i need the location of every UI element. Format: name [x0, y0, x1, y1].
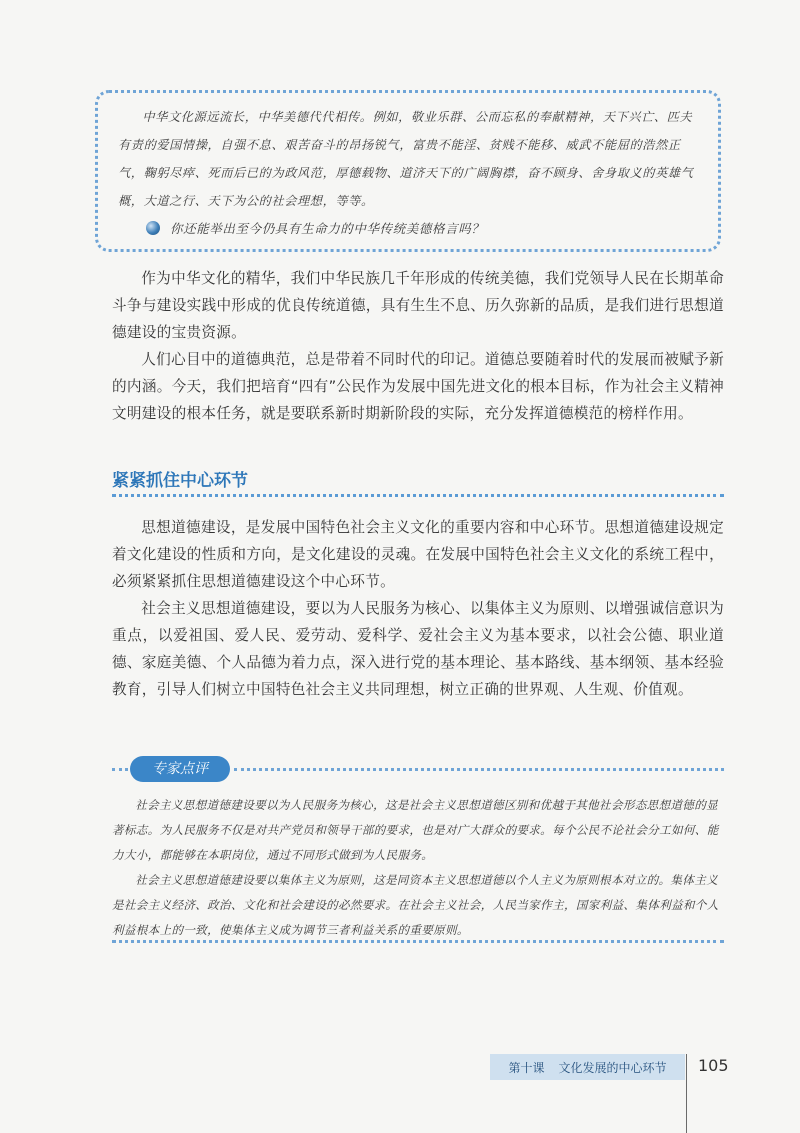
intro-text: 中华文化源远流长，中华美德代代相传。例如，敬业乐群、公而忘私的奉献精神，天下兴亡、匹夫有责的爱国情操，自强不息、艰苦奋斗的昂扬锐气，富贵不能淫、贫贱不能移、威武不能屈的浩然正气，鞠躬尽瘁、死而后已的为政风范，厚德载物、道济天下的广阔胸襟，奋不顾身、舍身取义的英雄气概，大道之行、天下为公的社会理想，等等。 [118, 110, 694, 208]
intro-box [95, 90, 721, 252]
footer-lesson: 第十课 [508, 1060, 545, 1075]
expert-paragraph-2: 社会主义思想道德建设要以集体主义为原则，这是同资本主义思想道德以个人主义为原则根本对立的。集体主义是社会主义经济、政治、文化和社会建设的必然要求。在社会主义社会，人民当家作主，国家利益、集体利益和个人利益根本上的一致，使集体主义成为调节三者利益关系的重要原则。 [112, 873, 719, 937]
question-row [118, 219, 702, 237]
body-paragraph-2: 人们心目中的道德典范，总是带着不同时代的印记。道德总要随着时代的发展而被赋予新的内涵。今天，我们把培育“四有”公民作为发展中国先进文化的根本目标，作为社会主义精神文明建设的根本任务，就是要联系新时期新阶段的实际，充分发挥道德模范的榜样作用。 [112, 351, 724, 422]
page-number: 105 [698, 1056, 729, 1075]
section-title: 紧紧抓住中心环节 [112, 471, 248, 491]
footer-vertical-rule [686, 1054, 687, 1133]
section-divider [112, 494, 724, 497]
expert-divider-right [234, 768, 724, 771]
section-paragraph-1: 思想道德建设，是发展中国特色社会主义文化的重要内容和中心环节。思想道德建设规定着文化建设的性质和方向，是文化建设的灵魂。在发展中国特色社会主义文化的系统工程中，必须紧紧抓住思想道德建设这个中心环节。 [112, 519, 724, 590]
question-text: 你还能举出至今仍具有生命力的中华传统美德格言吗？ [170, 221, 485, 236]
section-paragraph-2: 社会主义思想道德建设，要以为人民服务为核心、以集体主义为原则、以增强诚信意识为重点，以爱祖国、爱人民、爱劳动、爱科学、爱社会主义为基本要求，以社会公德、职业道德、家庭美德、个人品德为着力点，深入进行党的基本理论、基本路线、基本纲领、基本经验教育，引导人们树立中国特色社会主义共同理想，树立正确的世界观、人生观、价值观。 [112, 600, 724, 698]
expert-paragraph-1: 社会主义思想道德建设要以为人民服务为核心，这是社会主义思想道德区别和优越于其他社会形态思想道德的显著标志。为人民服务不仅是对共产党员和领导干部的要求，也是对广大群众的要求。每个公民不论社会分工如何、能力大小，都能够在本职岗位，通过不同形式做到为人民服务。 [112, 798, 719, 862]
footer-lesson-title: 文化发展的中心环节 [558, 1060, 667, 1075]
expert-divider-left [112, 768, 128, 771]
body-paragraph-1: 作为中华文化的精华，我们中华民族几千年形成的传统美德，我们党领导人民在长期革命斗争与建设实践中形成的优良传统道德，具有生生不息、历久弥新的品质，是我们进行思想道德建设的宝贵资源。 [112, 270, 724, 341]
footer-lesson-bar [490, 1054, 685, 1080]
expert-badge: 专家点评 [130, 756, 230, 782]
blue-sphere-icon [146, 221, 160, 235]
expert-divider-bottom [112, 940, 724, 943]
